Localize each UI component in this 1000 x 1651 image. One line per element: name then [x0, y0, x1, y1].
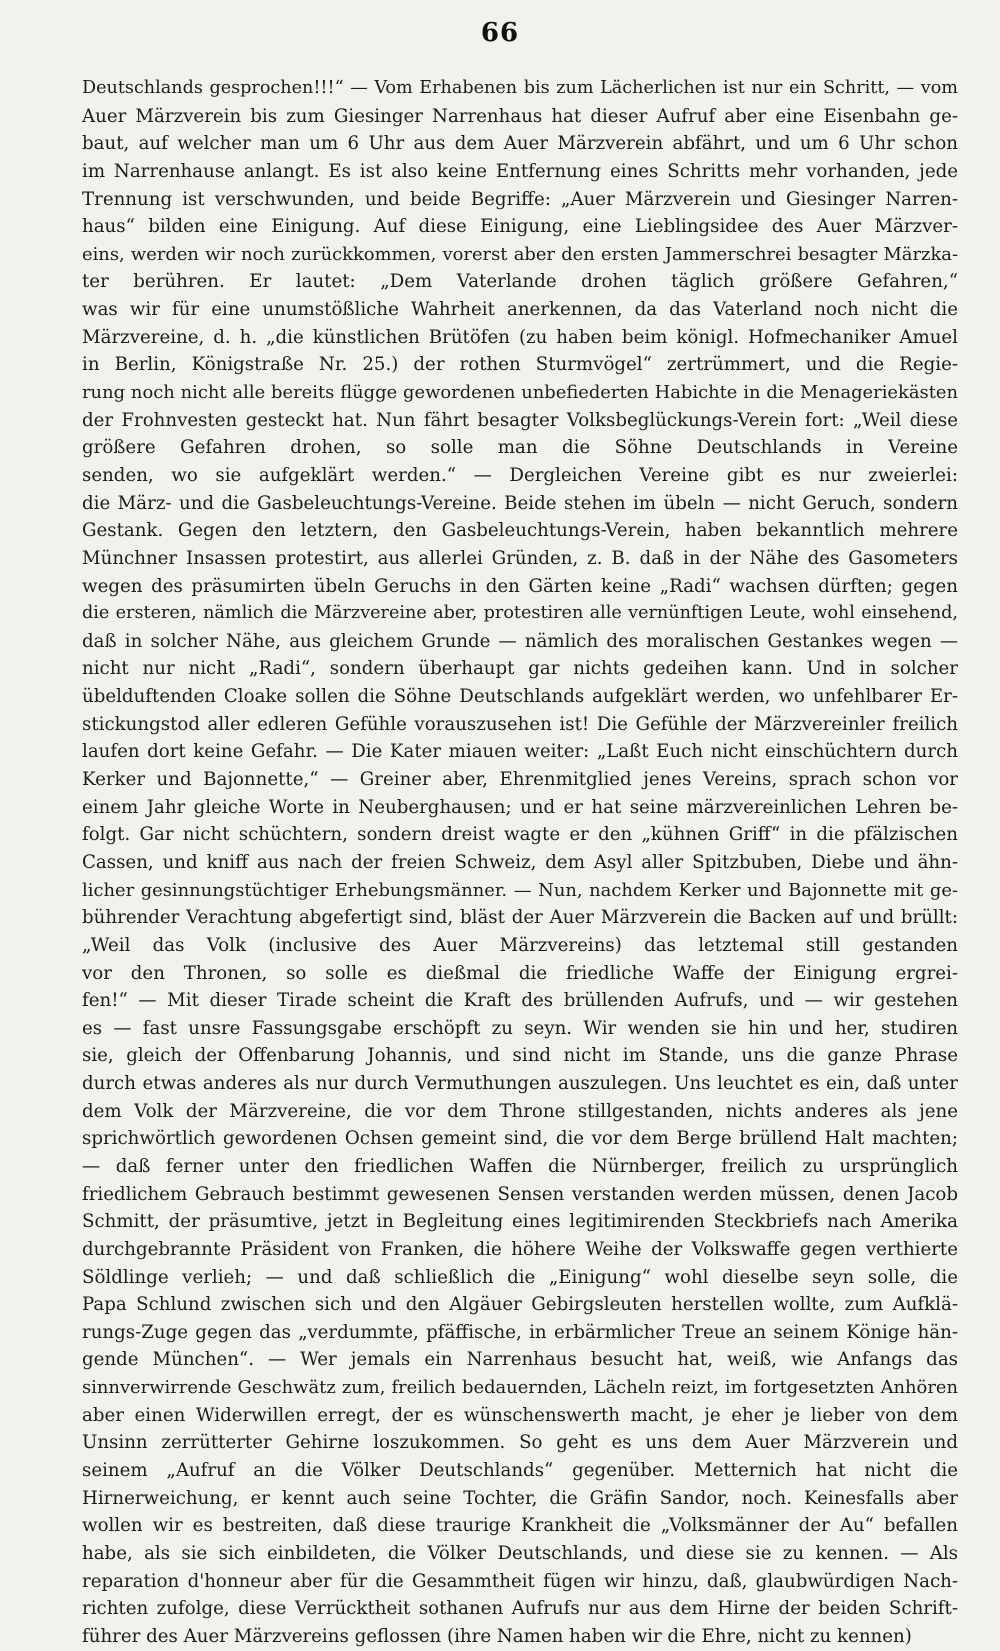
text-line: stickungstod aller edleren Gefühle vorauszusehen ist! Die Gefühle der Märzvereinler freilich	[82, 713, 958, 735]
text-line: seinem „Aufruf an die Völker Deutschlands“ gegenüber. Metternich hat nicht die	[82, 1460, 958, 1482]
text-line: — daß ferner unter den friedlichen Waffen die Nürnberger, freilich zu ursprünglich	[82, 1155, 958, 1177]
text-line: in Berlin, Königstraße Nr. 25.) der rothen Sturmvögel“ zertrümmert, und die Regie-	[82, 354, 958, 376]
body-text	[82, 75, 958, 1651]
text-line: laufen dort keine Gefahr. — Die Kater miauen weiter: „Laßt Euch nicht einschüchtern durch	[82, 741, 958, 763]
text-line: Söldlinge verlieh; — und daß schließlich die „Einigung“ wohl dieselbe seyn solle, die	[82, 1266, 958, 1288]
text-line: Hirnerweichung, er kennt auch seine Tochter, die Gräfin Sandor, noch. Keinesfalls aber	[82, 1487, 958, 1509]
text-line: haus“ bilden eine Einigung. Auf diese Einigung, eine Lieblingsidee des Auer Märzver-	[82, 216, 958, 238]
text-line: sprichwörtlich gewordenen Ochsen gemeint sind, die vor dem Berge brüllend Halt machten;	[82, 1128, 958, 1150]
text-line: daß in solcher Nähe, aus gleichem Grunde — nämlich des moralischen Gestankes wegen —	[82, 630, 958, 652]
text-line: was wir für eine unumstößliche Wahrheit anerkennen, da das Vaterland noch nicht die	[82, 299, 958, 321]
text-line: fen!“ — Mit dieser Tirade scheint die Kraft des brüllenden Aufrufs, und — wir gestehen	[82, 990, 958, 1012]
text-line: rung noch nicht alle bereits flügge gewordenen unbefiederten Habichte in die Menageriekästen	[82, 382, 958, 404]
text-line: „Weil das Volk (inclusive des Auer Märzvereins) das letztemal still gestanden	[82, 934, 958, 956]
text-line: nicht nur nicht „Radi“, sondern überhaupt gar nichts gedeihen kann. Und in solcher	[82, 658, 958, 680]
text-line: aber einen Widerwillen erregt, der es wünschenswerth macht, je eher je lieber von dem	[82, 1404, 958, 1426]
text-line: bührender Verachtung abgefertigt sind, bläst der Auer Märzverein die Backen auf und brüllt:	[82, 907, 958, 929]
text-line: dem Volk der Märzvereine, die vor dem Throne stillgestanden, nichts anderes als jene	[82, 1100, 958, 1122]
text-line: größere Gefahren drohen, so solle man die Söhne Deutschlands in Vereine	[82, 437, 958, 459]
text-line: durch etwas anderes als nur durch Vermuthungen auszulegen. Uns leuchtet es ein, daß unter	[82, 1073, 958, 1095]
text-line: Märzvereine, d. h. „die künstlichen Brütöfen (zu haben beim königl. Hofmechaniker Amuel	[82, 326, 958, 348]
text-line: reparation d'honneur aber für die Gesammtheit fügen wir hinzu, daß, glaubwürdigen Nach-	[82, 1570, 958, 1592]
text-line: friedlichem Gebrauch bestimmt gewesenen Sensen verstanden werden müssen, denen Jacob	[82, 1183, 958, 1205]
text-line: gende München“. — Wer jemals ein Narrenhaus besucht hat, weiß, wie Anfangs das	[82, 1349, 958, 1371]
text-line: die März- und die Gasbeleuchtungs-Vereine. Beide stehen im übeln — nicht Geruch, sondern	[82, 492, 958, 514]
text-line: es — fast unsre Fassungsgabe erschöpft zu seyn. Wir wenden sie hin und her, studiren	[82, 1017, 958, 1039]
text-line: Auer Märzverein bis zum Giesinger Narrenhaus hat dieser Aufruf aber eine Eisenbahn ge-	[82, 105, 958, 127]
text-line: übelduftenden Cloake sollen die Söhne Deutschlands aufgeklärt werden, wo unfehlbarer Er-	[82, 686, 958, 708]
text-line: Münchner Insassen protestirt, aus allerlei Gründen, z. B. daß in der Nähe des Gasometers	[82, 547, 958, 569]
text-line: die ersteren, nämlich die Märzvereine aber, protestiren alle vernünftigen Leute, wohl einsehend,	[82, 603, 958, 624]
text-line: eins, werden wir noch zurückkommen, vorerst aber den ersten Jammerschrei besagter Märzka-	[82, 243, 958, 265]
text-line: durchgebrannte Präsident von Franken, die höhere Weihe der Volkswaffe gegen verthierte	[82, 1238, 958, 1260]
text-line: einem Jahr gleiche Worte in Neuberghausen; und er hat seine märzvereinlichen Lehren be-	[82, 796, 958, 818]
text-line: licher gesinnungstüchtiger Erhebungsmänner. — Nun, nachdem Kerker und Bajonnette mit ge-	[82, 879, 958, 901]
text-line: richten zufolge, diese Verrücktheit sothanen Aufrufs nur aus dem Hirne der beiden Schrift-	[82, 1598, 958, 1620]
text-line: Trennung ist verschwunden, und beide Begriffe: „Auer Märzverein und Giesinger Narren-	[82, 188, 958, 210]
text-line: senden, wo sie aufgeklärt werden.“ — Dergleichen Vereine gibt es nur zweierlei:	[82, 464, 958, 486]
text-line: im Narrenhause anlangt. Es ist also keine Entfernung eines Schritts mehr vorhanden, jede	[82, 160, 958, 182]
text-line: ter berühren. Er lautet: „Dem Vaterlande drohen täglich größere Gefahren,“	[82, 271, 958, 293]
page-number: 66	[480, 18, 520, 48]
text-line: Papa Schlund zwischen sich und den Algäuer Gebirgsleuten herstellen wollte, zum Aufklä-	[82, 1294, 958, 1316]
text-line: führer des Auer Märzvereins geflossen (ihre Namen haben wir die Ehre, nicht zu kennen)	[82, 1625, 912, 1647]
text-line: habe, als sie sich einbildeten, die Völker Deutschlands, und diese sie zu kennen. — Als	[82, 1542, 958, 1564]
text-line: rungs-Zuge gegen das „verdummte, pfäffische, in erbärmlicher Treue an seinem Könige hän-	[82, 1321, 958, 1343]
text-line: folgt. Gar nicht schüchtern, sondern dreist wagte er den „kühnen Griff“ in die pfälzischen	[82, 824, 958, 846]
text-line: Deutschlands gesprochen!!!“ — Vom Erhabenen bis zum Lächerlichen ist nur ein Schritt, — vom	[82, 78, 958, 98]
text-line: Unsinn zerrütterter Gehirne loszukommen. So geht es uns dem Auer Märzverein und	[82, 1432, 958, 1454]
text-line: Schmitt, der präsumtive, jetzt in Begleitung eines legitimirenden Steckbriefs nach Amerika	[82, 1211, 958, 1233]
text-line: Kerker und Bajonnette,“ — Greiner aber, Ehrenmitglied jenes Vereins, sprach schon vor	[82, 769, 958, 791]
text-line: der Frohnvesten gesteckt hat. Nun fährt besagter Volksbeglückungs-Verein fort: „Weil diese	[82, 409, 958, 431]
text-line: sinnverwirrende Geschwätz zum, freilich bedauernden, Lächeln reizt, im fortgesetzten Anhören	[82, 1377, 958, 1399]
text-line: Cassen, und kniff aus nach der freien Schweiz, dem Asyl aller Spitzbuben, Diebe und ähn-	[82, 851, 958, 873]
text-line: Gestank. Gegen den letztern, den Gasbeleuchtungs-Verein, haben bekanntlich mehrere	[82, 520, 958, 542]
text-line: vor den Thronen, so solle es dießmal die friedliche Waffe der Einigung ergrei-	[82, 962, 958, 984]
text-line: wollen wir es bestreiten, daß diese traurige Krankheit die „Volksmänner der Au“ befallen	[82, 1515, 958, 1537]
text-line: wegen des präsumirten übeln Geruchs in den Gärten keine „Radi“ wachsen dürften; gegen	[82, 575, 958, 597]
text-line: baut, auf welcher man um 6 Uhr aus dem Auer Märzverein abfährt, und um 6 Uhr schon	[82, 133, 958, 155]
text-line: sie, gleich der Offenbarung Johannis, und sind nicht im Stande, uns die ganze Phrase	[82, 1045, 958, 1067]
